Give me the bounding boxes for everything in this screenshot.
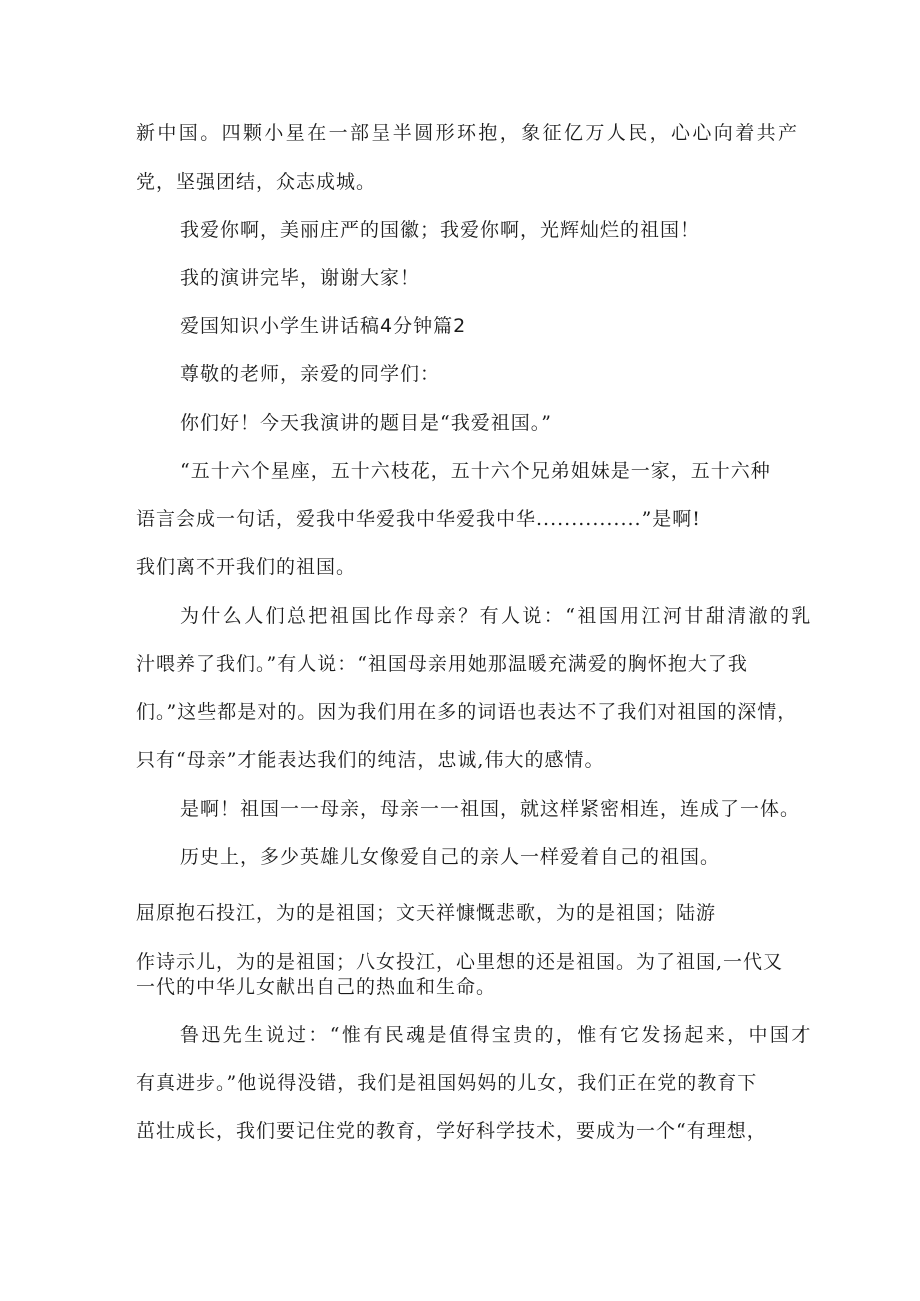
text-line-12: 汁喂养了我们。”有人说：“祖国母亲用她那温暖充满爱的胸怀抱大了我 [136,653,748,675]
text-line-17: 屈原抱石投江，为的是祖国；文天祥慷慨悲歌，为的是祖国；陆游 [136,902,717,924]
text-line-9: 语言会成一句话，爱我中华爱我中华爱我中华...............”是啊! [136,508,701,530]
text-line-8: “五十六个星座，五十六枝花，五十六个兄弟姐妹是一家，五十六种 [180,460,771,482]
text-line-6: 尊敬的老师，亲爱的同学们： [180,363,441,385]
text-line-7: 你们好！今天我演讲的题目是“我爱祖国。” [180,412,552,434]
text-line-15: 是啊！祖国一一母亲，母亲一一祖国，就这样紧密相连，连成了一体。 [180,798,801,820]
text-line-14: 只有“母亲”才能表达我们的纯洁，忠诚,伟大的感情。 [136,749,605,771]
text-line-18: 作诗示儿，为的是祖国；八女投江，心里想的还是祖国。为了祖国,一代又 [136,951,784,973]
text-line-11: 为什么人们总把祖国比作母亲？有人说：“祖国用江河甘甜清澈的乳 [180,605,813,627]
section-heading: 爱国知识小学生讲话稿4分钟篇2 [180,315,467,337]
text-line-21: 有真进步。”他说得没错，我们是祖国妈妈的儿女，我们正在党的教育下 [136,1072,758,1094]
text-line-10: 我们离不开我们的祖国。 [136,556,357,578]
text-line-19: 一代的中华儿女献出自己的热血和生命。 [136,976,497,998]
text-line-4: 我的演讲完毕，谢谢大家！ [180,267,421,289]
text-line-1: 新中国。四颗小星在一部呈半圆形环抱，象征亿万人民，心心向着共产 [136,122,800,144]
text-line-22: 茁壮成长，我们要记住党的教育，学好科学技术，要成为一个“有理想， [136,1120,767,1142]
text-line-16: 历史上，多少英雄儿女像爱自己的亲人一样爱着自己的祖国。 [180,846,721,868]
text-line-20: 鲁迅先生说过：“惟有民魂是值得宝贵的，惟有它发扬起来，中国才 [180,1024,813,1046]
text-line-2: 党，坚强团结，众志成城。 [136,171,377,193]
text-line-13: 们。”这些都是对的。因为我们用在多的词语也表达不了我们对祖国的深情， [136,701,798,723]
text-line-3: 我爱你啊，美丽庄严的国徽；我爱你啊，光辉灿烂的祖国！ [180,219,701,241]
